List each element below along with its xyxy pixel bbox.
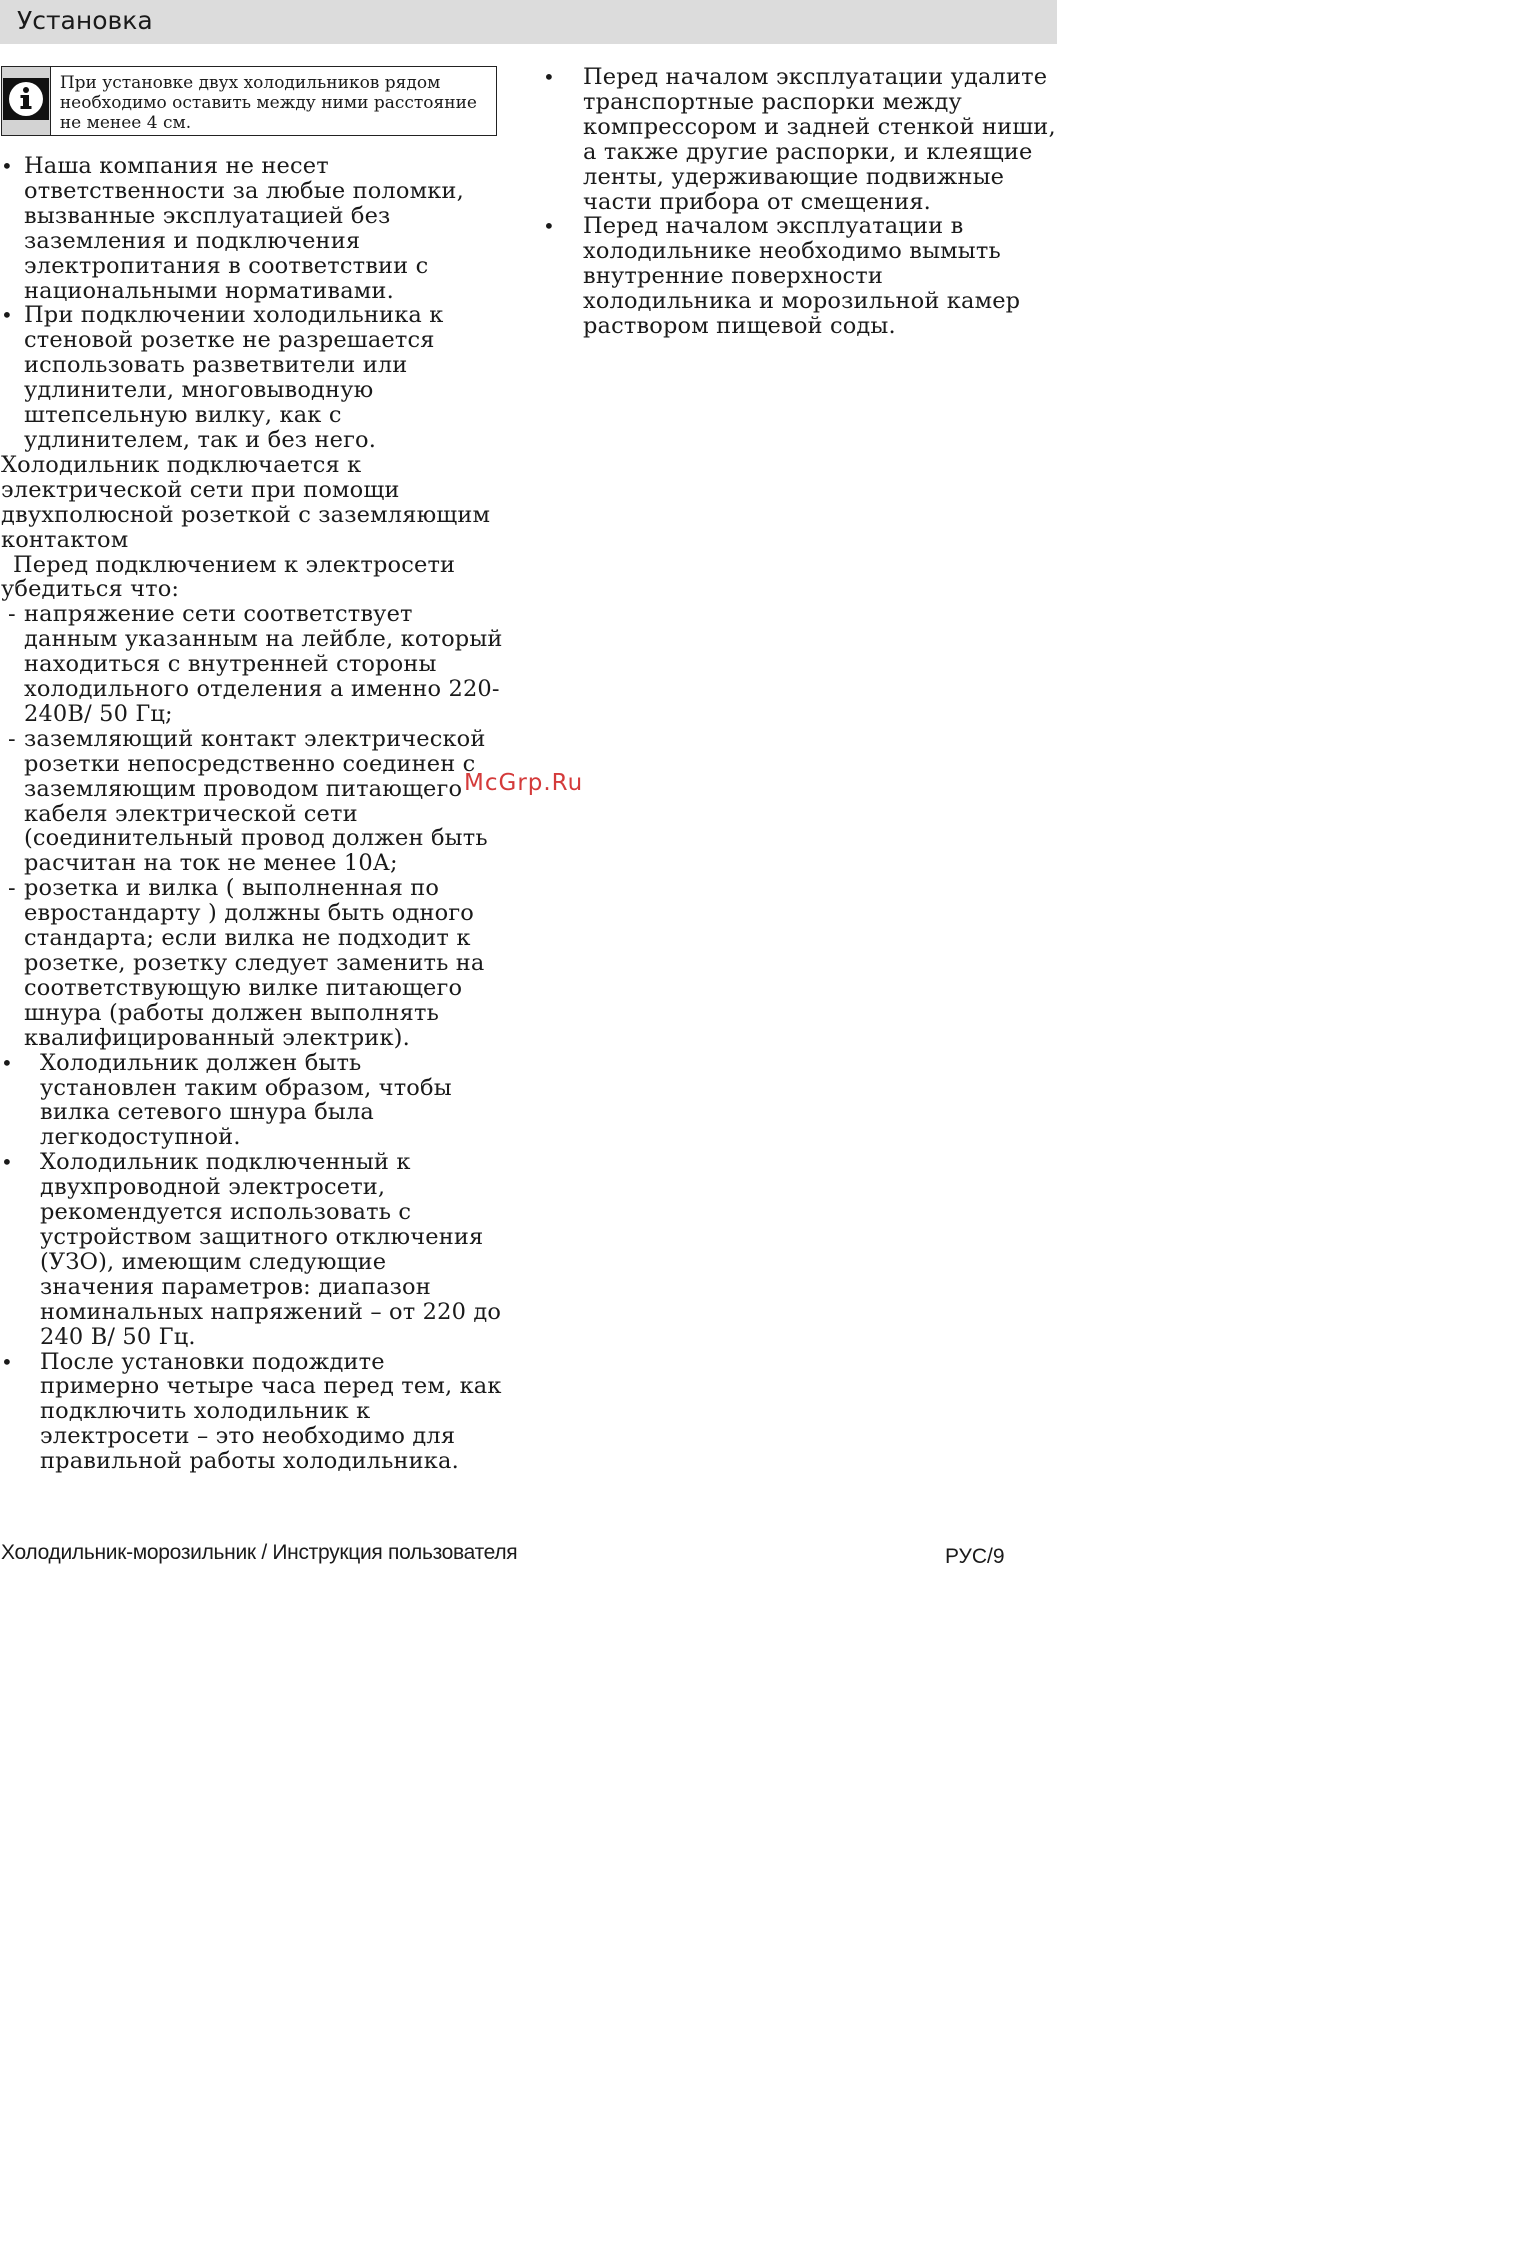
bullet-icon: • bbox=[1, 1050, 13, 1075]
list-item bbox=[540, 214, 1057, 339]
paragraph: Перед подключением к электросети убедиться что: bbox=[1, 551, 456, 603]
section-title: Установка bbox=[17, 6, 153, 35]
list-item-text: После установки подождите примерно четыре часа перед тем, как подключить холодильник к электросети – это необходимо для правильной работы холодильника. bbox=[40, 1348, 502, 1475]
list-item-text: Перед началом эксплуатации удалите транспортные распорки между компрессором и задней стенкой ниши, а также другие распорки, и клеящие ленты, удерживающие подвижные части прибора от смещения. bbox=[583, 64, 1056, 215]
list-item-text: Холодильник должен быть установлен таким образом, чтобы вилка сетевого шнура была легкодоступной. bbox=[40, 1049, 452, 1151]
list-item-text: напряжение сети соответствует данным указанным на лейбле, который находиться с внутренней стороны холодильного отделения а именно 220-240В/ 50 Гц; bbox=[24, 601, 503, 727]
list-item-text: розетка и вилка ( выполненная по евростандарту ) должны быть одного стандарта; если вилка не подходит к розетке, розетку следует заменить на соответствующую вилке питающего шнура (работы должен выполнять квалифицированный электрик). bbox=[24, 875, 485, 1051]
dash-list-item bbox=[0, 876, 505, 1050]
list-item bbox=[0, 303, 505, 452]
bullet-icon: • bbox=[543, 214, 555, 239]
list-item bbox=[0, 1051, 505, 1151]
dash-icon: - bbox=[8, 725, 16, 752]
list-item bbox=[0, 1350, 505, 1475]
dash-list-item bbox=[0, 602, 505, 727]
info-icon bbox=[3, 78, 49, 124]
info-icon-cell bbox=[2, 67, 51, 135]
list-item-text: заземляющий контакт электрической розетки непосредственно соединен с заземляющим проводом питающего кабеля электрической сети (соединительный провод должен быть расчитан на ток не менее 10А; bbox=[24, 725, 488, 877]
footer-document-title: Холодильник-морозильник / Инструкция пользователя bbox=[1, 1541, 518, 1564]
bullet-icon: • bbox=[1, 1150, 13, 1175]
bullet-icon: • bbox=[1, 303, 13, 328]
list-item-text: Наша компания не несет ответственности за любые поломки, вызванные эксплуатацией без заземления и подключения электропитания в соответствии с национальными нормативами. bbox=[24, 153, 464, 304]
dash-list-item bbox=[0, 727, 505, 876]
list-item bbox=[0, 154, 505, 303]
list-item bbox=[540, 65, 1057, 214]
bullet-icon: • bbox=[543, 65, 555, 89]
list-item-text: Перед началом эксплуатации в холодильнике необходимо вымыть внутренние поверхности холодильника и морозильной камер раствором пищевой соды. bbox=[583, 213, 1021, 340]
section-header bbox=[0, 0, 1057, 44]
dash-icon: - bbox=[8, 875, 16, 902]
info-notice-box bbox=[1, 66, 497, 136]
list-item-text: Холодильник подключенный к двухпроводной электросети, рекомендуется использовать с устройством защитного отключения (УЗО), имеющим следующие значения параметров: диапазон номинальных напряжений – от 220 до 240 В/ 50 Гц. bbox=[40, 1149, 502, 1350]
dash-icon: - bbox=[8, 601, 16, 628]
list-item bbox=[0, 1150, 505, 1349]
watermark: McGrp.Ru bbox=[464, 770, 584, 796]
notice-text: При установке двух холодильников рядом необходимо оставить между ними расстояние не менее 4 см. bbox=[59, 73, 477, 133]
page-number: РУС/9 bbox=[945, 1545, 1005, 1568]
bullet-icon: • bbox=[1, 154, 13, 178]
paragraph: Холодильник подключается к электрической сети при помощи двухполюсной розеткой с заземляющим контактом bbox=[1, 451, 491, 553]
right-column bbox=[540, 65, 1057, 339]
left-column bbox=[0, 154, 505, 1474]
list-item-text: При подключении холодильника к стеновой розетке не разрешается использовать разветвители или удлинители, многовыводную штепсельную вилку, как с удлинителем, так и без него. bbox=[24, 302, 444, 453]
bullet-icon: • bbox=[1, 1349, 13, 1374]
